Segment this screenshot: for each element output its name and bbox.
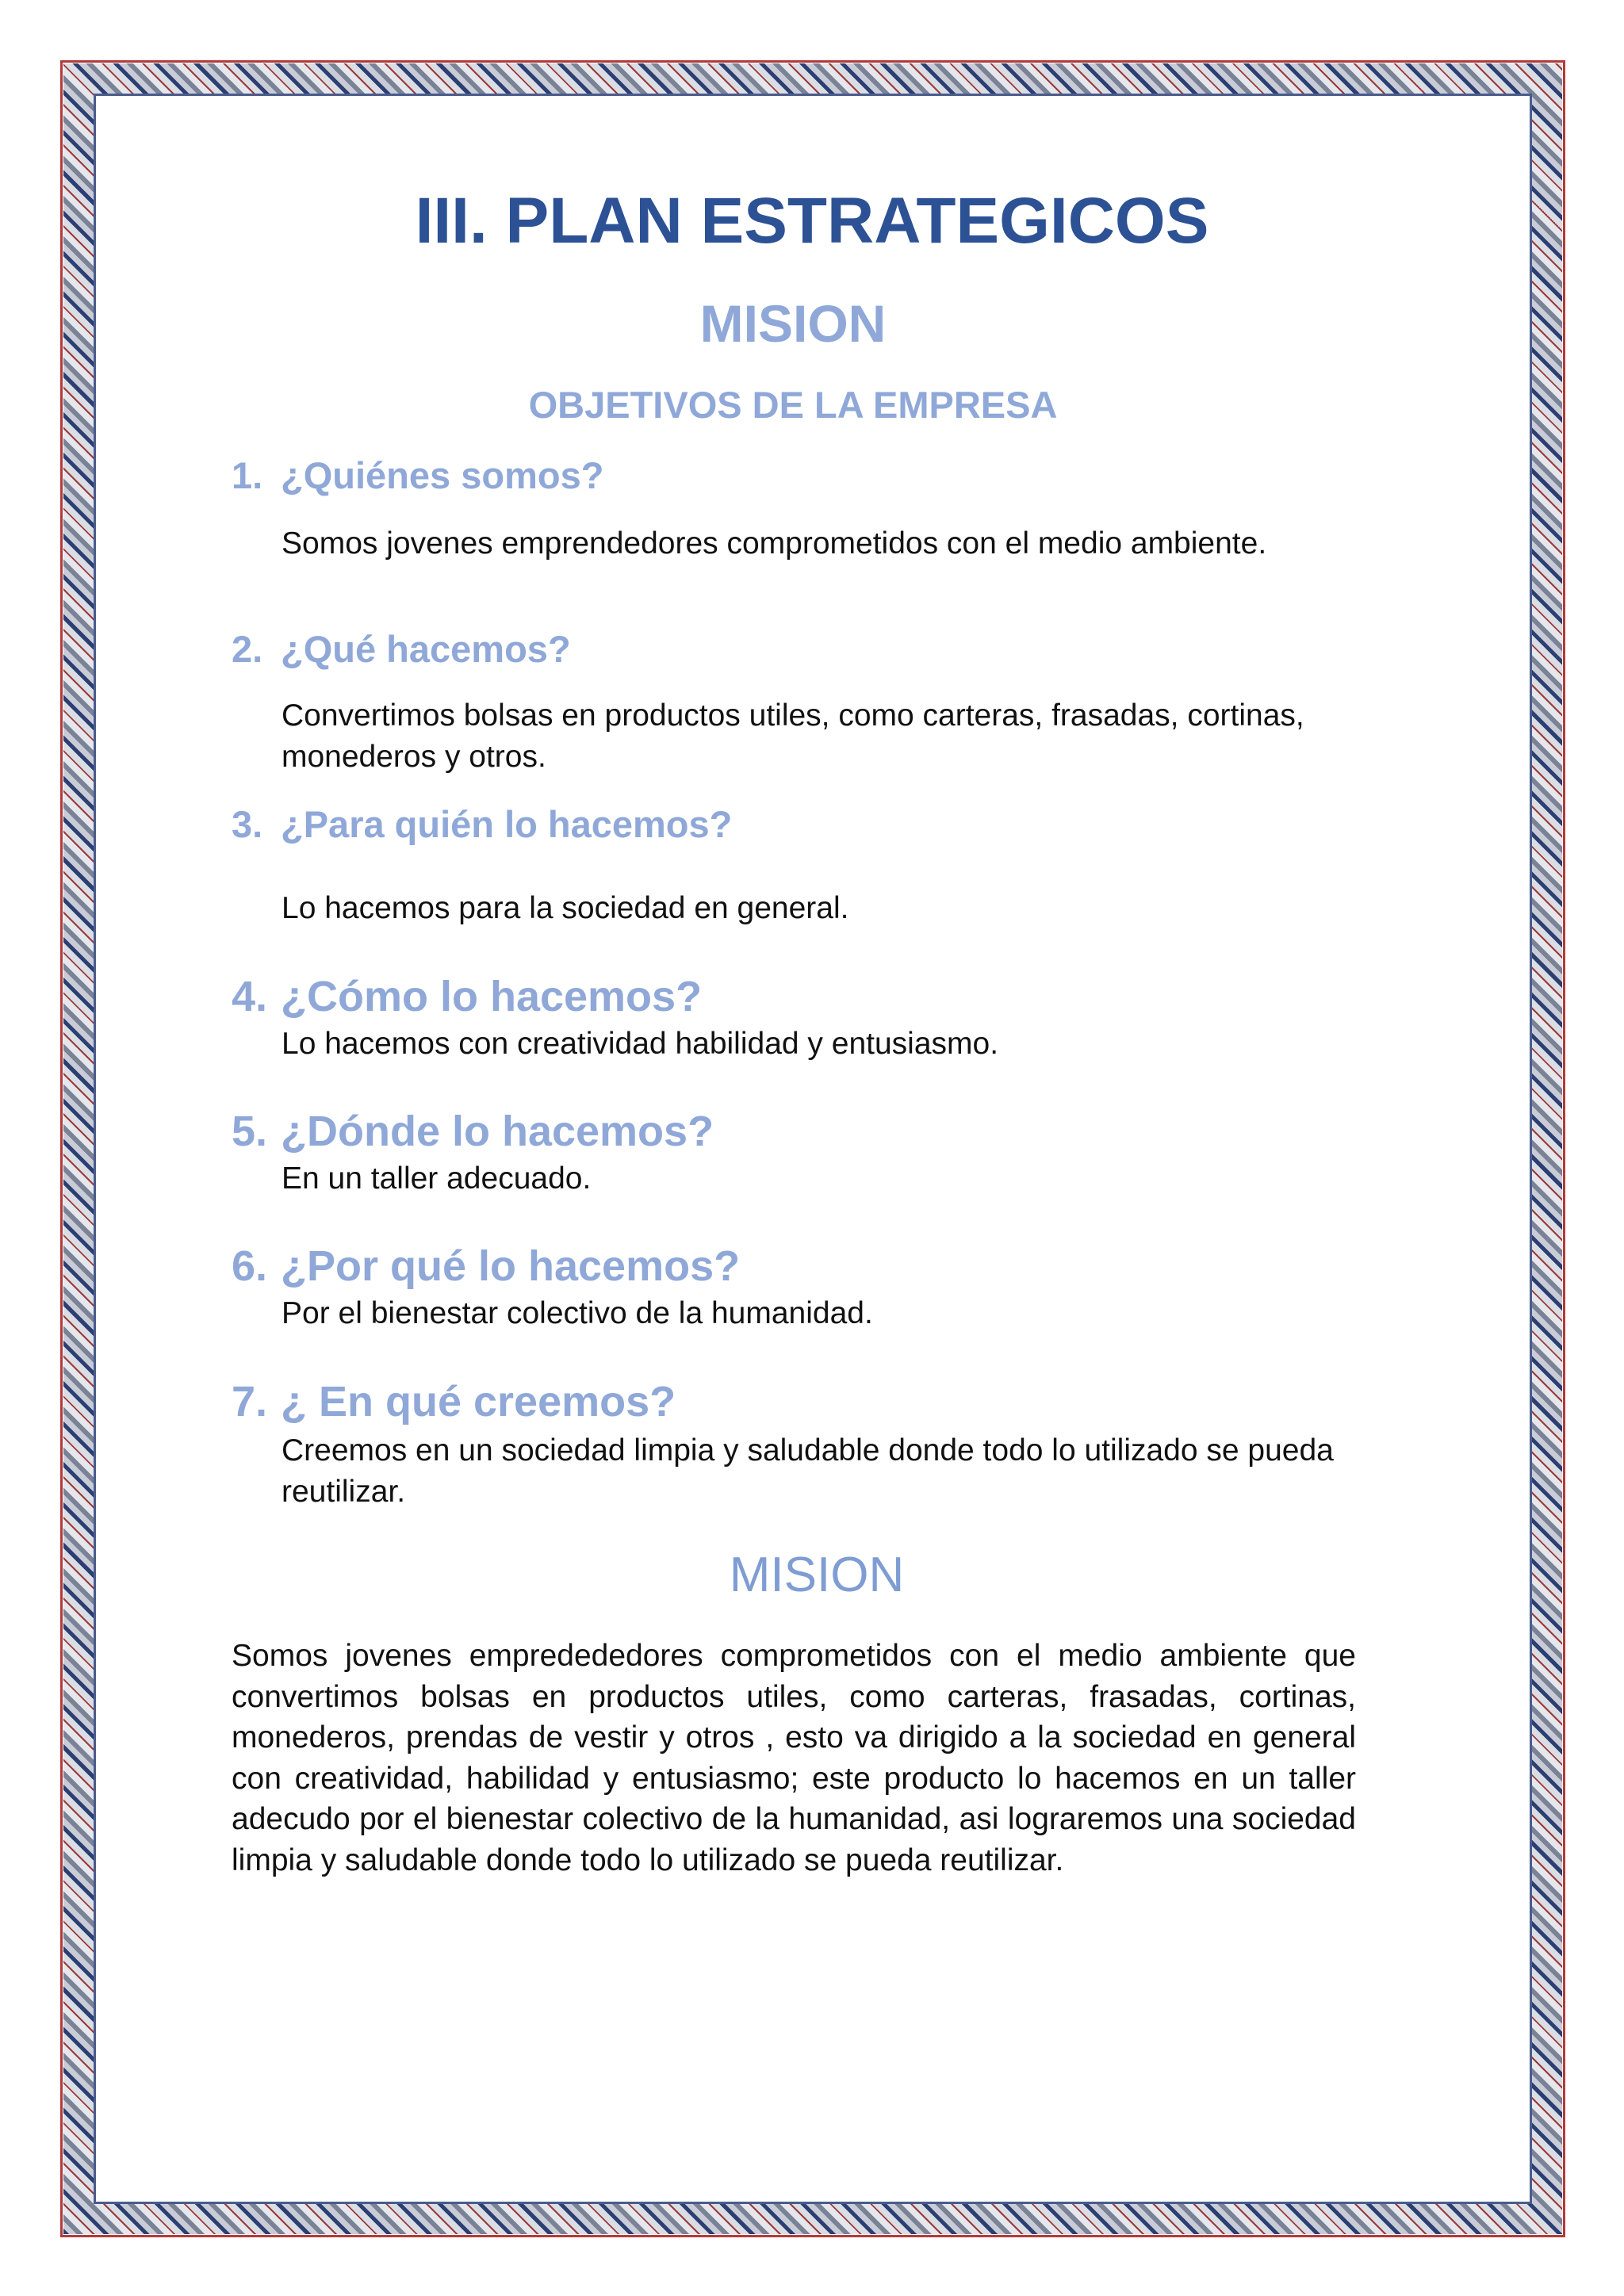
answer-7: Creemos en un sociedad limpia y saludable donde todo lo utilizado se pueda reutilizar. (282, 1433, 1334, 1509)
question-text: ¿Dónde lo hacemos? (281, 1108, 714, 1155)
answer-5: En un taller adecuado. (282, 1161, 592, 1196)
question-1 (232, 454, 604, 496)
mission-heading: MISION (729, 1548, 905, 1602)
question-text: ¿Por qué lo hacemos? (281, 1242, 741, 1290)
objectives-subheading: OBJETIVOS DE LA EMPRESA (528, 384, 1058, 426)
question-7 (232, 1380, 676, 1423)
answer-6: Por el bienestar colectivo de la humanidad. (282, 1296, 873, 1330)
question-text: ¿Cómo lo hacemos? (281, 973, 703, 1020)
document-title: III. PLAN ESTRATEGICOS (415, 185, 1209, 257)
mission-subtitle: MISION (699, 294, 887, 353)
answer-3: Lo hacemos para la sociedad en general. (282, 891, 849, 925)
question-text: ¿ En qué creemos? (281, 1378, 676, 1425)
question-number: 4. (232, 973, 268, 1020)
question-number: 7. (232, 1378, 268, 1425)
question-number: 1. (232, 454, 263, 496)
question-text: ¿Para quién lo hacemos? (281, 803, 733, 845)
question-number: 2. (232, 628, 263, 670)
question-number: 6. (232, 1242, 268, 1290)
mission-paragraph: Somos jovenes empredededores comprometidos con el medio ambiente que convertimos bolsas en productos utiles, como carteras, frasadas, cortinas, monederos, prendas de vestir y otros , esto va dirigido a la sociedad en general con creatividad, habilidad y entusiasmo; este producto lo hacemos en un taller adecudo por el bienestar colectivo de la humanidad, asi lograremos una sociedad limpia y saludable donde todo lo utilizado se pueda reutilizar. (232, 1639, 1356, 1877)
answer-1: Somos jovenes emprendedores comprometidos con el medio ambiente. (282, 526, 1267, 561)
question-number: 5. (232, 1108, 268, 1155)
question-2 (232, 630, 571, 668)
question-4 (232, 975, 702, 1018)
answer-2: Convertimos bolsas en productos utiles, como carteras, frasadas, cortinas, monederos y otros. (282, 698, 1304, 774)
question-text: ¿Quiénes somos? (281, 454, 604, 496)
question-number: 3. (232, 803, 263, 845)
question-3 (232, 803, 733, 845)
question-6 (232, 1242, 741, 1290)
question-5 (232, 1110, 714, 1153)
question-text: ¿Qué hacemos? (281, 628, 571, 670)
answer-4: Lo hacemos con creatividad habilidad y entusiasmo. (282, 1027, 999, 1061)
